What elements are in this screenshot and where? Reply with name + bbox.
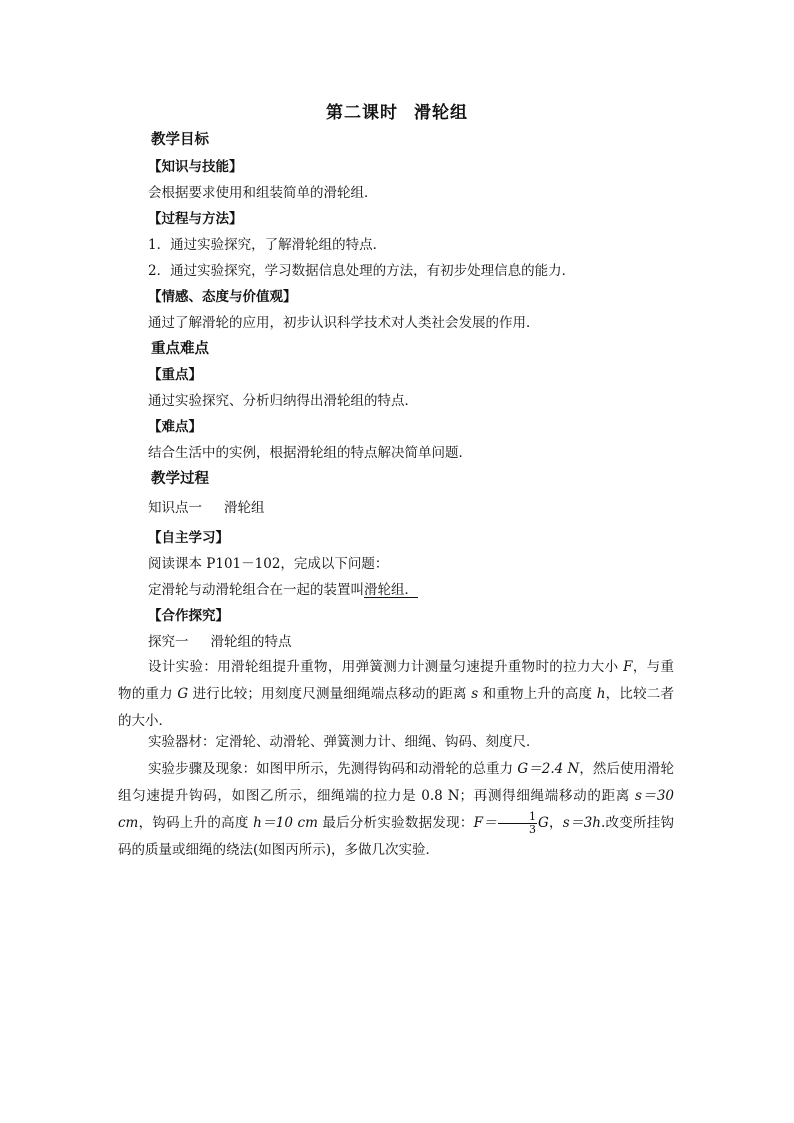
label-knowledge: 【知识与技能】 <box>148 159 243 175</box>
knowledge-point-1 <box>148 498 265 518</box>
paragraph-design: 设计实验：用滑轮组提升重物，用弹簧测力计测量匀速提升重物时的拉力大小 F，与重物的重力 G 进行比较；用刻度尺测量细绳端点移动的距离 s 和重物上升的高度 h，比较二者的大小． <box>118 659 674 729</box>
text-process-1: 1．通过实验探究，了解滑轮组的特点． <box>148 237 387 253</box>
label-cooperation: 【合作探究】 <box>148 608 229 624</box>
eq-h: h＝10 cm <box>253 815 318 831</box>
text-emotion-1: 通过了解滑轮的应用，初步认识科学技术对人类社会发展的作用． <box>148 315 540 331</box>
text-difficult-1: 结合生活中的实例，根据滑轮组的特点解决简单问题． <box>148 445 472 461</box>
label-process: 【过程与方法】 <box>148 211 243 227</box>
eq-s3h: s＝3h <box>562 815 601 831</box>
var-h: h <box>596 686 606 702</box>
fill-in-answer: 滑轮组． <box>364 582 418 598</box>
eq-s: s＝30 cm <box>118 788 674 831</box>
var-G: G <box>177 686 189 702</box>
heading-process: 教学过程 <box>151 471 209 487</box>
paragraph-steps: 实验步骤及现象：如图甲所示，先测得钩码和动滑轮的总重力 G＝2.4 N，然后使用滑轮组匀速提升钩码，如图乙所示，细绳端的拉力是 0.8 N；再测得细绳端移动的距离 s＝30 cm，钩码上升的高度 h＝10 cm 最后分析实验数据发现：F＝ $\frac{1}{3}$ G，s＝3h.改变所挂钩码的质量或细绳的绕法(如图丙所示)，多做几次实验． <box>118 761 675 858</box>
eq-F-G: G <box>537 815 549 831</box>
self-study-2-prefix: 定滑轮与动滑轮组合在一起的装置叫 <box>148 582 364 598</box>
title-topic: 滑轮组 <box>414 103 468 123</box>
label-key: 【重点】 <box>148 367 202 383</box>
text-key-1: 通过实验探究、分析归纳得出滑轮组的特点． <box>148 393 418 409</box>
text-process-2: 2．通过实验探究，学习数据信息处理的方法，有初步处理信息的能力． <box>148 263 576 279</box>
knowledge-point-label: 知识点一 <box>148 500 202 516</box>
var-F: F <box>623 659 633 675</box>
explore-heading <box>148 632 292 652</box>
title-lesson: 第二课时 <box>326 103 398 123</box>
knowledge-point-name: 滑轮组 <box>224 500 265 516</box>
text-self-study-1: 阅读课本 P101－102，完成以下问题： <box>148 556 389 572</box>
explore-label: 探究一 <box>148 634 189 650</box>
explore-name: 滑轮组的特点 <box>210 634 292 650</box>
eq-F: F＝ <box>473 815 497 831</box>
var-s: s <box>471 686 479 702</box>
page-title <box>0 98 794 123</box>
heading-keypoints: 重点难点 <box>151 341 209 357</box>
label-emotion: 【情感、态度与价值观】 <box>148 289 297 305</box>
heading-objectives: 教学目标 <box>151 132 209 148</box>
paragraph-equipment: 实验器材：定滑轮、动滑轮、弹簧测力计、细绳、钩码、刻度尺． <box>148 734 540 750</box>
text-self-study-2 <box>148 580 424 600</box>
text-knowledge-1: 会根据要求使用和组装简单的滑轮组． <box>148 185 378 201</box>
label-difficult: 【难点】 <box>148 419 202 435</box>
eq-G: G＝2.4 N <box>517 761 580 777</box>
label-self-study: 【自主学习】 <box>148 530 229 546</box>
fraction-one-third: $\frac{1}{3}$ <box>498 811 537 836</box>
